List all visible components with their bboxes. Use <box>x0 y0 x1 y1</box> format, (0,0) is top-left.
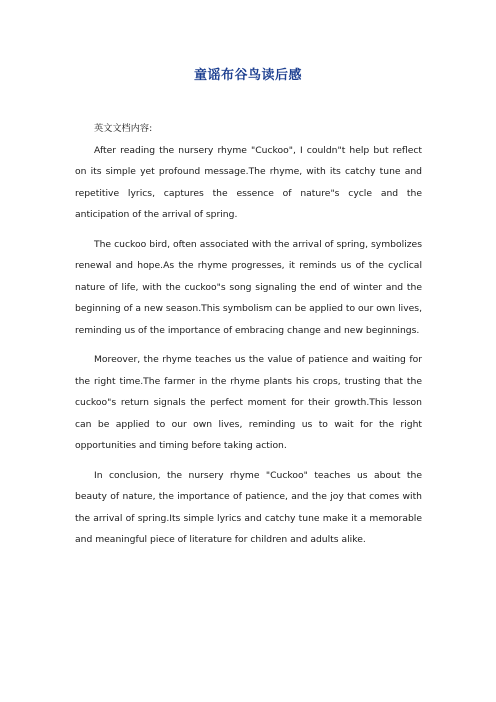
paragraph-2: The cuckoo bird, often associated with the arrival of spring, symbolizes renewal and hope.As the rhyme progresses, it reminds us of the cyclical nature of life, with the cuckoo"s song signaling the end of winter and the beginning of a new season.This symbolism can be applied to our own lives, reminding us of the importance of embracing change and new beginnings. <box>75 238 422 336</box>
section-label: 英文文档内容: <box>94 123 153 134</box>
document-title: 童谣布谷鸟读后感 <box>193 68 302 83</box>
document-body <box>75 118 422 559</box>
paragraph-4: In conclusion, the nursery rhyme "Cuckoo" teaches us about the beauty of nature, the importance of patience, and the joy that comes with the arrival of spring.Its simple lyrics and catchy tune make it a memorable and meaningful piece of literature for children and adults alike. <box>75 469 422 545</box>
paragraph-1: After reading the nursery rhyme "Cuckoo", I couldn"t help but reflect on its simple yet profound message.The rhyme, with its catchy tune and repetitive lyrics, captures the essence of nature"s cycle and the anticipation of the arrival of spring. <box>75 144 422 220</box>
paragraph-3: Moreover, the rhyme teaches us the value of patience and waiting for the right time.The farmer in the rhyme plants his crops, trusting that the cuckoo"s return signals the perfect moment for their growth.This lesson can be applied to our own lives, reminding us to wait for the right opportunities and timing before taking action. <box>75 354 422 451</box>
